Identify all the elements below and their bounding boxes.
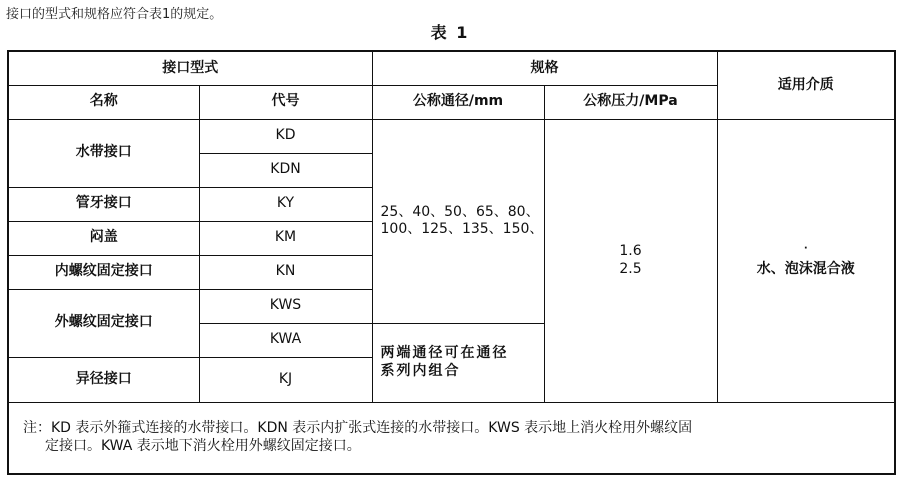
medium-cell bbox=[717, 119, 895, 402]
medium-dot: · bbox=[803, 242, 808, 254]
header-name: 名称 bbox=[8, 85, 199, 119]
pressure-value-2: 2.5 bbox=[619, 260, 642, 277]
header-nominal-pressure: 公称压力/MPa bbox=[544, 85, 717, 119]
note-row bbox=[8, 402, 895, 474]
table-caption: 表 1 bbox=[430, 23, 470, 42]
row-code-ky: KY bbox=[199, 187, 372, 221]
diameter-line-2: 100、125、135、150、 bbox=[380, 221, 544, 237]
intro-text: 接口的型式和规格应符合表1的规定。 bbox=[6, 7, 223, 22]
pressure-value-1: 1.6 bbox=[619, 243, 642, 259]
row-code-km: KM bbox=[199, 221, 372, 255]
medium-value: 水、泡沫混合液 bbox=[756, 260, 855, 277]
pressure-cell bbox=[544, 119, 717, 402]
table-note bbox=[8, 402, 895, 474]
header-code: 代号 bbox=[199, 85, 372, 119]
row-code-kn: KN bbox=[199, 255, 372, 289]
diameter-line-1: 25、40、50、65、80、 bbox=[380, 203, 540, 220]
row-code-kdn: KDN bbox=[199, 153, 372, 187]
note-line-1: 注：KD 表示外箍式连接的水带接口。KDN 表示内扩张式连接的水带接口。KWS 表示地上消火栓用外螺纹固 bbox=[23, 420, 693, 437]
row-name-internal-thread: 内螺纹固定接口 bbox=[8, 255, 199, 289]
header-nominal-diameter: 公称通径/mm bbox=[372, 85, 544, 119]
row-name-reducer: 异径接口 bbox=[8, 357, 199, 402]
row-name-cap: 闷盖 bbox=[8, 221, 199, 255]
reducer-note-line-2: 系列内组合 bbox=[380, 362, 461, 379]
note-line-2: 定接口。KWA 表示地下消火栓用外螺纹固定接口。 bbox=[45, 437, 361, 454]
row-code-kj: KJ bbox=[199, 357, 372, 402]
reducer-note-line-1: 两端通径可在通径 bbox=[380, 345, 509, 361]
header-spec: 规格 bbox=[372, 51, 717, 85]
row-name-pipe-thread: 管牙接口 bbox=[8, 187, 199, 221]
header-medium: 适用介质 bbox=[717, 51, 895, 119]
reducer-diameter-note bbox=[372, 323, 544, 402]
row-code-kws: KWS bbox=[199, 289, 372, 323]
header-interface-type: 接口型式 bbox=[8, 51, 372, 85]
diameter-cell bbox=[372, 119, 544, 323]
spec-table bbox=[7, 50, 896, 475]
table-row bbox=[8, 119, 895, 153]
row-code-kd: KD bbox=[199, 119, 372, 153]
row-name-external-thread: 外螺纹固定接口 bbox=[8, 289, 199, 357]
row-code-kwa: KWA bbox=[199, 323, 372, 357]
header-row-1 bbox=[8, 51, 895, 85]
row-name-hose: 水带接口 bbox=[8, 119, 199, 187]
